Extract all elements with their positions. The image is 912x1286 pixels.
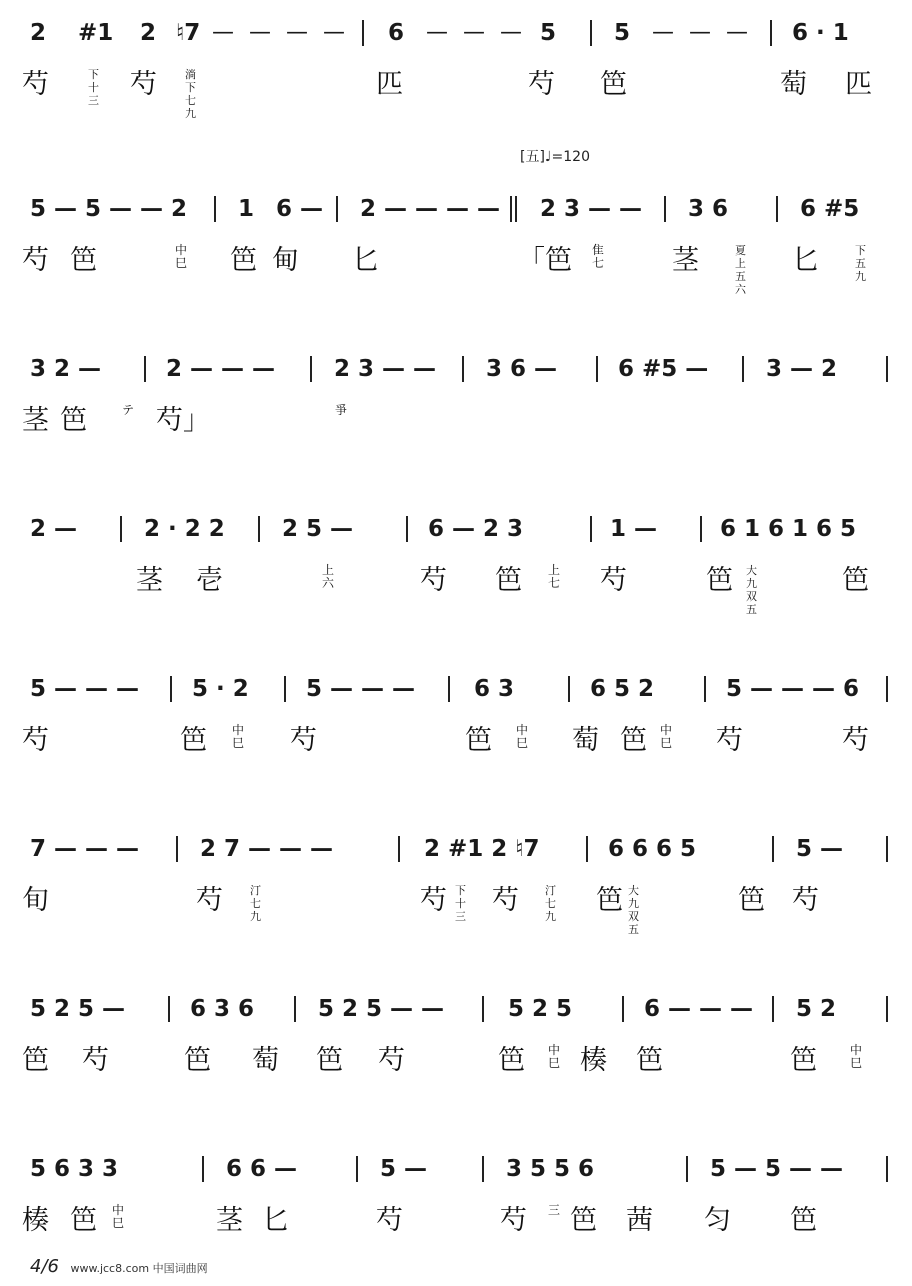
sustain-dashes: — — — bbox=[426, 20, 526, 45]
barline bbox=[398, 836, 400, 862]
jianzipu-character: 芍 bbox=[600, 565, 627, 596]
jianpu-notes: 3 5 5 6 bbox=[506, 1156, 595, 1182]
jianzipu-character: 芍 bbox=[22, 725, 49, 756]
jianpu-notes: 2 bbox=[30, 20, 47, 46]
jianzipu-character: 笆 bbox=[495, 565, 522, 596]
jianzipu-character: 匹 bbox=[376, 69, 403, 100]
jianpu-notes: 2 bbox=[140, 20, 157, 46]
barline bbox=[168, 996, 170, 1022]
jianzipu-character: 萄 bbox=[572, 725, 599, 756]
jianzipu-character: 芍 bbox=[842, 725, 869, 756]
jianpu-notes: #1 bbox=[78, 20, 114, 46]
double-barline bbox=[510, 196, 517, 222]
barline bbox=[886, 836, 888, 862]
jianzipu-character: 上七 bbox=[548, 563, 561, 590]
sustain-dashes: — — — — bbox=[212, 20, 349, 45]
barline bbox=[772, 836, 774, 862]
score-system bbox=[0, 10, 912, 150]
jianpu-notes: 6 3 bbox=[474, 676, 515, 702]
jianzipu-character: 笆 bbox=[790, 1045, 817, 1076]
barline bbox=[176, 836, 178, 862]
jianpu-notes: 5 6 3 3 bbox=[30, 1156, 119, 1182]
jianzipu-character: 笆 bbox=[706, 565, 733, 596]
jianpu-notes: 6 — — — bbox=[644, 996, 754, 1022]
barline bbox=[482, 996, 484, 1022]
jianzipu-character: 笆 bbox=[316, 1045, 343, 1076]
barline bbox=[406, 516, 408, 542]
barline bbox=[886, 1156, 888, 1182]
jianzipu-character: 下十三 bbox=[88, 68, 99, 107]
score-system bbox=[0, 186, 912, 326]
tempo-marking: [五]♩=120 bbox=[520, 149, 590, 165]
jianzipu-character: 笆 bbox=[60, 405, 87, 436]
jianzipu-character: 匕 bbox=[352, 245, 379, 276]
jianpu-notes: 6 · 1 bbox=[792, 20, 849, 46]
jianzipu-character: 匹 bbox=[845, 69, 872, 100]
jianzipu-character: 芍 bbox=[420, 885, 447, 916]
jianzipu-character: テ bbox=[122, 403, 135, 417]
jianzipu-character: 芍 bbox=[290, 725, 317, 756]
jianzipu-character: 芍 bbox=[500, 1205, 527, 1236]
jianzipu-character: 中巳 bbox=[112, 1203, 125, 1230]
jianzipu-character: 爭 bbox=[335, 403, 348, 417]
barline bbox=[310, 356, 312, 382]
jianzipu-character: 汀七九 bbox=[545, 884, 556, 923]
jianzipu-character: 芍 bbox=[716, 725, 743, 756]
jianzipu-character: 茎 bbox=[136, 565, 163, 596]
jianzipu-character: 壱 bbox=[196, 565, 223, 596]
jianzipu-character: 甸 bbox=[272, 245, 299, 276]
jianpu-notes: 5 2 5 — — bbox=[318, 996, 445, 1022]
jianpu-notes: 1 — bbox=[610, 516, 658, 542]
jianzipu-character: 茎 bbox=[22, 405, 49, 436]
jianpu-notes: 2 3 — — bbox=[540, 196, 643, 222]
jianzipu-character: 笆 bbox=[70, 1205, 97, 1236]
jianpu-notes: 2 7 — — — bbox=[200, 836, 334, 862]
jianpu-notes: 5 · 2 bbox=[192, 676, 249, 702]
jianzipu-character: 上六 bbox=[322, 563, 335, 590]
jianzipu-character: 茎 bbox=[216, 1205, 243, 1236]
barline bbox=[700, 516, 702, 542]
jianzipu-character: 下五九 bbox=[855, 244, 866, 283]
sustain-dashes: — — — bbox=[652, 20, 752, 45]
jianpu-notes: 3 2 — bbox=[30, 356, 102, 382]
jianpu-notes: 5 — — — bbox=[306, 676, 416, 702]
jianzipu-character: 笆 bbox=[570, 1205, 597, 1236]
jianzipu-character: 芍」 bbox=[156, 405, 210, 436]
jianzipu-character: 三 bbox=[548, 1203, 561, 1217]
jianpu-notes: 6 — bbox=[276, 196, 324, 222]
jianzipu-character: 中巳 bbox=[175, 243, 188, 270]
jianzipu-character: 萄 bbox=[252, 1045, 279, 1076]
jianpu-notes: 6 3 6 bbox=[190, 996, 255, 1022]
jianzipu-character: 大九双五 bbox=[628, 884, 639, 936]
jianzipu-character: 大九双五 bbox=[746, 564, 757, 616]
barline bbox=[586, 836, 588, 862]
jianpu-notes: 5 bbox=[614, 20, 631, 46]
barline bbox=[664, 196, 666, 222]
jianzipu-character: 芍 bbox=[130, 69, 157, 100]
jianzipu-character: 笆 bbox=[620, 725, 647, 756]
jianpu-notes: 5 — bbox=[380, 1156, 428, 1182]
jianpu-notes: 2 5 — bbox=[282, 516, 354, 542]
barline bbox=[770, 20, 772, 46]
barline bbox=[568, 676, 570, 702]
jianpu-notes: 3 — 2 bbox=[766, 356, 838, 382]
jianpu-notes: 6 6 — bbox=[226, 1156, 298, 1182]
jianzipu-character: 「笆 bbox=[518, 245, 572, 276]
barline bbox=[336, 196, 338, 222]
barline bbox=[284, 676, 286, 702]
barline bbox=[462, 356, 464, 382]
score-system bbox=[0, 666, 912, 806]
jianzipu-character: 下十三 bbox=[455, 884, 466, 923]
jianzipu-character: 中巳 bbox=[548, 1043, 561, 1070]
jianzipu-character: 笆 bbox=[70, 245, 97, 276]
jianpu-notes: 5 — bbox=[796, 836, 844, 862]
barline bbox=[482, 1156, 484, 1182]
barline bbox=[258, 516, 260, 542]
barline bbox=[590, 20, 592, 46]
jianpu-notes: 5 2 bbox=[796, 996, 837, 1022]
jianzipu-character: 笆 bbox=[842, 565, 869, 596]
jianzipu-character: 茎 bbox=[672, 245, 699, 276]
score-system bbox=[0, 506, 912, 646]
jianpu-notes: 5 bbox=[540, 20, 557, 46]
jianzipu-character: 芍 bbox=[22, 245, 49, 276]
jianzipu-character: 茜 bbox=[626, 1205, 653, 1236]
jianzipu-character: 汀七九 bbox=[250, 884, 261, 923]
jianzipu-character: 中巳 bbox=[850, 1043, 863, 1070]
barline bbox=[362, 20, 364, 46]
jianzipu-character: 中巳 bbox=[660, 723, 673, 750]
barline bbox=[590, 516, 592, 542]
jianpu-notes: 5 — — — 6 bbox=[726, 676, 860, 702]
barline bbox=[214, 196, 216, 222]
jianzipu-character: 匕 bbox=[792, 245, 819, 276]
jianzipu-character: 芍 bbox=[376, 1205, 403, 1236]
jianpu-notes: 3 6 bbox=[688, 196, 729, 222]
jianpu-notes: 2 — — — bbox=[166, 356, 276, 382]
jianpu-notes: 6 #5 bbox=[800, 196, 860, 222]
jianpu-notes: 5 — — — bbox=[30, 676, 140, 702]
jianzipu-character: 笆 bbox=[498, 1045, 525, 1076]
barline bbox=[202, 1156, 204, 1182]
jianpu-notes: 6 6 6 5 bbox=[608, 836, 697, 862]
barline bbox=[886, 996, 888, 1022]
jianzipu-character: 中巳 bbox=[516, 723, 529, 750]
barline bbox=[356, 1156, 358, 1182]
score-system bbox=[0, 826, 912, 966]
jianzipu-character: 笆 bbox=[636, 1045, 663, 1076]
jianpu-notes: 5 — 5 — — 2 bbox=[30, 196, 188, 222]
jianzipu-character: 芍 bbox=[82, 1045, 109, 1076]
jianpu-notes: 6 #5 — bbox=[618, 356, 709, 382]
jianpu-notes: 5 — 5 — — bbox=[710, 1156, 844, 1182]
jianpu-notes: 2 · 2 2 bbox=[144, 516, 225, 542]
jianzipu-character: 中巳 bbox=[232, 723, 245, 750]
jianzipu-character: 笆 bbox=[600, 69, 627, 100]
jianzipu-character: 匕 bbox=[262, 1205, 289, 1236]
jianzipu-character: 芍 bbox=[420, 565, 447, 596]
jianzipu-character: 隹七 bbox=[592, 243, 605, 270]
site-credit: www.jcc8.com 中国词曲网 bbox=[70, 1262, 208, 1275]
jianzipu-character: 芍 bbox=[378, 1045, 405, 1076]
jianpu-notes: 6 1 6 1 6 5 bbox=[720, 516, 857, 542]
jianzipu-character: 笆 bbox=[180, 725, 207, 756]
jianzipu-character: 萄 bbox=[780, 69, 807, 100]
jianzipu-character: 夏上五六 bbox=[735, 244, 746, 296]
barline bbox=[772, 996, 774, 1022]
jianpu-notes: 5 2 5 bbox=[508, 996, 573, 1022]
barline bbox=[170, 676, 172, 702]
jianpu-notes: 2 #1 2 ♮7 bbox=[424, 836, 540, 862]
barline bbox=[448, 676, 450, 702]
barline bbox=[144, 356, 146, 382]
jianzipu-character: 楱 bbox=[22, 1205, 49, 1236]
jianzipu-character: 匀 bbox=[704, 1205, 731, 1236]
barline bbox=[742, 356, 744, 382]
jianpu-notes: 6 — 2 3 bbox=[428, 516, 524, 542]
jianzipu-character: 旬 bbox=[22, 885, 49, 916]
jianpu-notes: 2 — — — — bbox=[360, 196, 501, 222]
barline bbox=[622, 996, 624, 1022]
jianzipu-character: 笆 bbox=[184, 1045, 211, 1076]
jianpu-notes: ♮7 bbox=[176, 20, 201, 46]
jianzipu-character: 芍 bbox=[492, 885, 519, 916]
barline bbox=[596, 356, 598, 382]
barline bbox=[704, 676, 706, 702]
jianzipu-character: 楱 bbox=[580, 1045, 607, 1076]
barline bbox=[886, 356, 888, 382]
page-number: 4/6 bbox=[30, 1256, 59, 1277]
jianzipu-character: 芍 bbox=[792, 885, 819, 916]
jianpu-notes: 5 2 5 — bbox=[30, 996, 126, 1022]
barline bbox=[776, 196, 778, 222]
jianzipu-character: 笆 bbox=[596, 885, 623, 916]
jianpu-notes: 2 — bbox=[30, 516, 78, 542]
jianpu-notes: 2 3 — — bbox=[334, 356, 437, 382]
jianzipu-character: 芍 bbox=[196, 885, 223, 916]
jianzipu-character: 笆 bbox=[230, 245, 257, 276]
jianpu-notes: 6 bbox=[388, 20, 405, 46]
jianzipu-character: 笆 bbox=[790, 1205, 817, 1236]
jianpu-notes: 1 bbox=[238, 196, 255, 222]
jianzipu-character: 芍 bbox=[22, 69, 49, 100]
jianzipu-character: 淌下七九 bbox=[185, 68, 196, 120]
jianzipu-character: 笆 bbox=[465, 725, 492, 756]
barline bbox=[294, 996, 296, 1022]
barline bbox=[886, 676, 888, 702]
jianzipu-character: 芍 bbox=[528, 69, 555, 100]
jianpu-notes: 7 — — — bbox=[30, 836, 140, 862]
jianpu-notes: 6 5 2 bbox=[590, 676, 655, 702]
jianzipu-character: 笆 bbox=[738, 885, 765, 916]
barline bbox=[686, 1156, 688, 1182]
page-footer bbox=[30, 1256, 208, 1277]
jianzipu-character: 笆 bbox=[22, 1045, 49, 1076]
jianpu-notes: 3 6 — bbox=[486, 356, 558, 382]
barline bbox=[120, 516, 122, 542]
score-system bbox=[0, 986, 912, 1126]
score-system bbox=[0, 346, 912, 486]
